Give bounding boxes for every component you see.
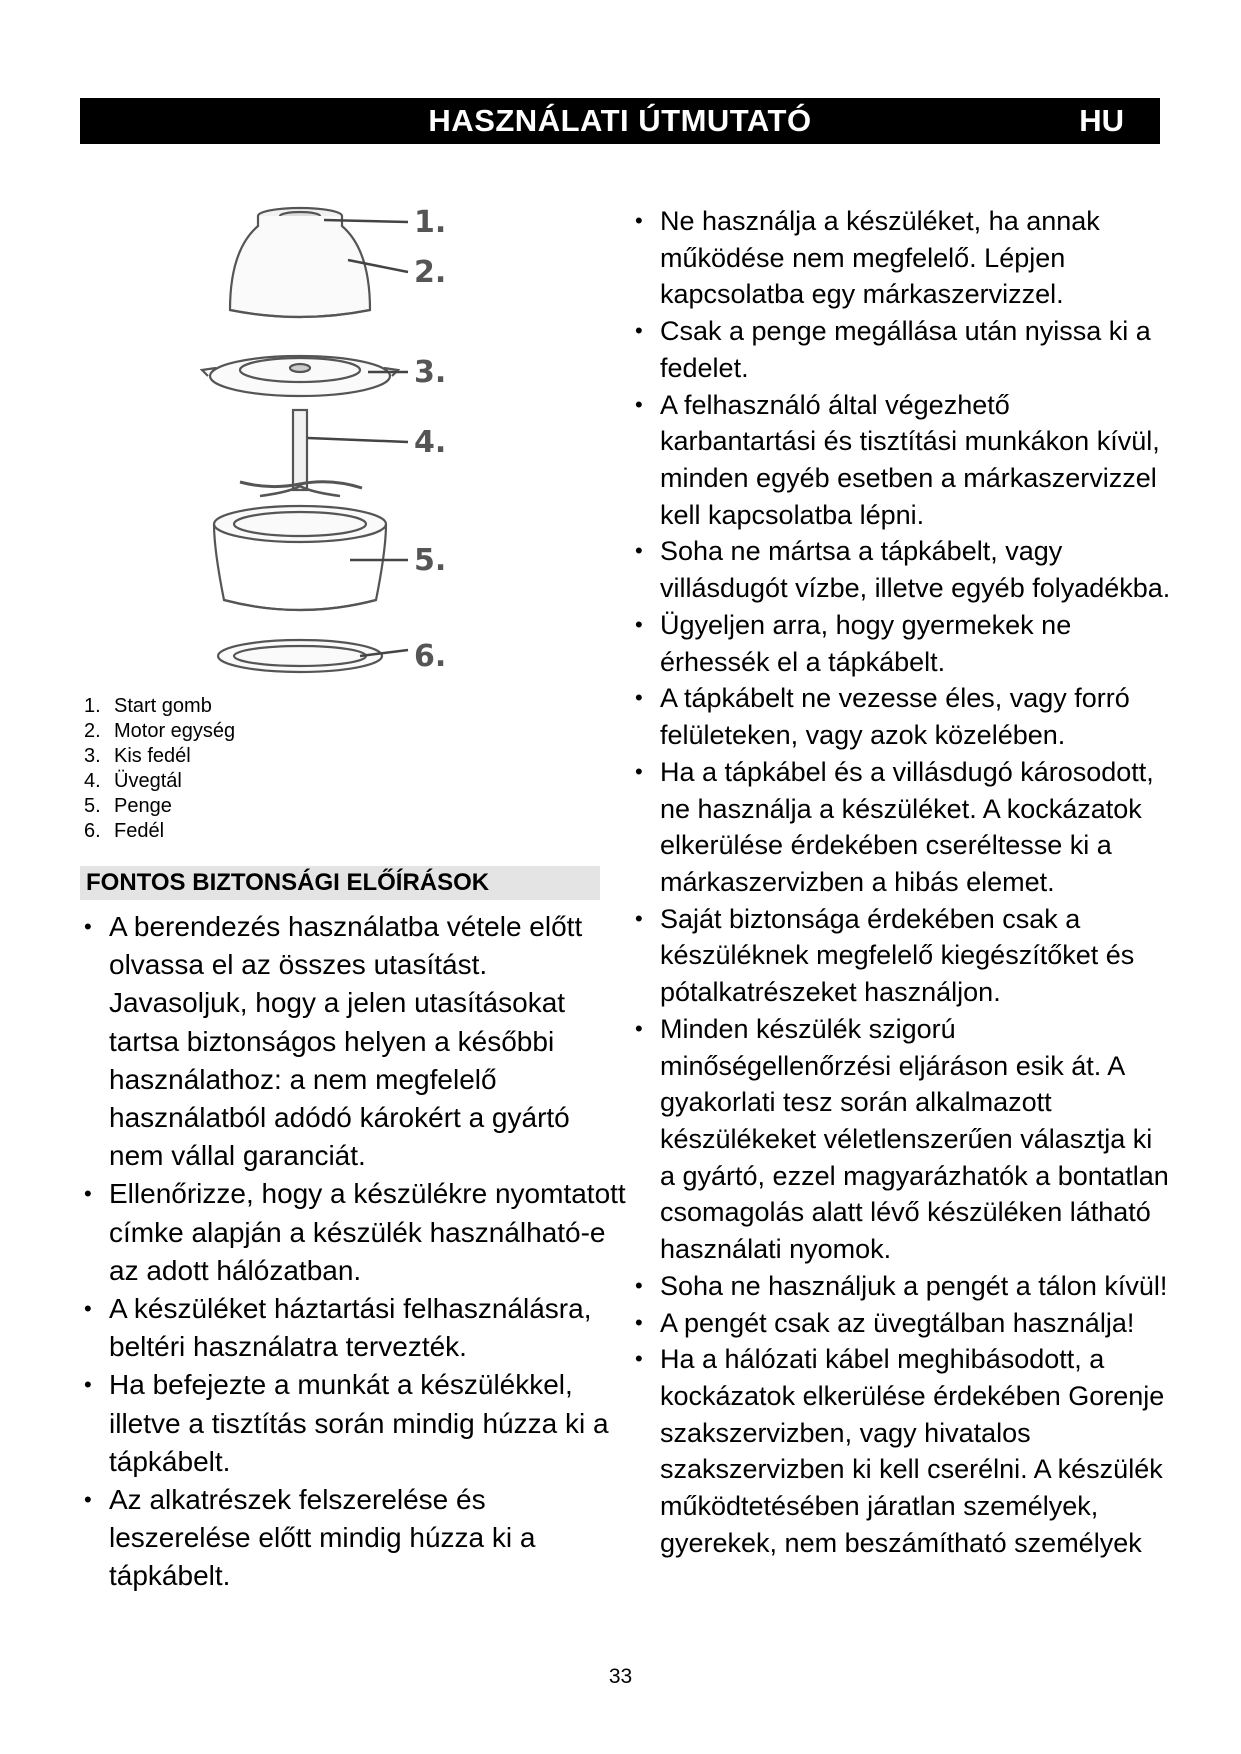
safety-item: • A készüléket háztartási felhasználásra, beltéri használatra tervezték. bbox=[82, 1290, 627, 1366]
callout-4: 4. bbox=[414, 425, 447, 460]
safety-item: • A pengét csak az üvegtálban használja! bbox=[633, 1305, 1173, 1342]
parts-list-item: 6. Fedél bbox=[84, 820, 165, 842]
safety-item: • Ellenőrizze, hogy a készülékre nyomtatott címke alapján a készülék használható-e az adott hálózatban. bbox=[82, 1175, 627, 1290]
header-bar bbox=[80, 98, 1160, 144]
callout-6: 6. bbox=[414, 639, 447, 674]
safety-item: • A tápkábelt ne vezesse éles, vagy forró felületeken, vagy azok közelében. bbox=[633, 680, 1173, 753]
chopper-diagram bbox=[200, 200, 480, 690]
callout-2: 2. bbox=[414, 255, 447, 290]
blade-illustration bbox=[240, 410, 362, 496]
safety-item: • Minden készülék szigorú minőségellenőrzési eljáráson esik át. A gyakorlati tesz során alkalmazott készülékeket véletlenszerűen választja ki a gyártó, ezzel magyarázhatók a bontatlan csomagolás alatt lévő készüléken látható használati nyomok. bbox=[633, 1011, 1173, 1268]
language-code: HU bbox=[1079, 103, 1124, 138]
base-illustration bbox=[218, 640, 382, 672]
safety-item: • Ha a tápkábel és a villásdugó károsodott, ne használja a készüléket. A kockázatok elkerülése érdekében cseréltesse ki a márkaszervizben a hibás elemet. bbox=[633, 754, 1173, 901]
safety-list-left bbox=[82, 908, 627, 1596]
parts-list-item: 4. Üvegtál bbox=[84, 770, 182, 792]
safety-item: • Ne használja a készüléket, ha annak működése nem megfelelő. Lépjen kapcsolatba egy márkaszervizzel. bbox=[633, 203, 1173, 313]
safety-item: • Soha ne mártsa a tápkábelt, vagy villásdugót vízbe, illetve egyéb folyadékba. bbox=[633, 533, 1173, 606]
callout-1: 1. bbox=[414, 205, 447, 240]
safety-item: • A berendezés használatba vétele előtt olvassa el az összes utasítást. Javasoljuk, hogy a jelen utasításokat tartsa biztonságos helyen a későbbi használathoz: a nem megfelelő használatból adódó károkért a gyártó nem vállal garanciát. bbox=[82, 908, 627, 1175]
motor-unit-illustration bbox=[230, 208, 370, 317]
safety-list-right bbox=[633, 203, 1173, 1562]
parts-list-item: 2. Motor egység bbox=[84, 720, 236, 742]
parts-list-item: 3. Kis fedél bbox=[84, 745, 191, 767]
parts-list-item: 1. Start gomb bbox=[84, 695, 212, 717]
parts-list bbox=[84, 694, 235, 844]
safety-item: • Ha a hálózati kábel meghibásodott, a kockázatok elkerülése érdekében Gorenje szakszervizben, vagy hivatalos szakszervizben ki kell cserélni. A készülék működtetésében járatlan személyek, gyerekek, nem beszámítható személyek bbox=[633, 1341, 1173, 1561]
bowl-illustration bbox=[214, 506, 386, 610]
safety-item: • Soha ne használjuk a pengét a tálon kívül! bbox=[633, 1268, 1173, 1305]
callout-5: 5. bbox=[414, 543, 447, 578]
page-title: HASZNÁLATI ÚTMUTATÓ bbox=[428, 103, 812, 138]
safety-item: • Ügyeljen arra, hogy gyermekek ne érhessék el a tápkábelt. bbox=[633, 607, 1173, 680]
safety-item: • Ha befejezte a munkát a készülékkel, illetve a tisztítás során mindig húzza ki a tápkábelt. bbox=[82, 1366, 627, 1481]
safety-item: • A felhasználó által végezhető karbantartási és tisztítási munkákon kívül, minden egyéb esetben a márkaszervizzel kell kapcsolatba lépni. bbox=[633, 387, 1173, 534]
safety-item: • Saját biztonsága érdekében csak a készüléknek megfelelő kiegészítőket és pótalkatrészeket használjon. bbox=[633, 901, 1173, 1011]
page-number: 33 bbox=[608, 1665, 633, 1688]
safety-item: • Az alkatrészek felszerelése és leszerelése előtt mindig húzza ki a tápkábelt. bbox=[82, 1481, 627, 1596]
parts-list-item: 5. Penge bbox=[84, 795, 172, 817]
callout-3: 3. bbox=[414, 355, 447, 390]
safety-item: • Csak a penge megállása után nyissa ki a fedelet. bbox=[633, 313, 1173, 386]
safety-heading: FONTOS BIZTONSÁGI ELŐÍRÁSOK bbox=[80, 866, 600, 900]
lid-illustration bbox=[202, 356, 398, 396]
